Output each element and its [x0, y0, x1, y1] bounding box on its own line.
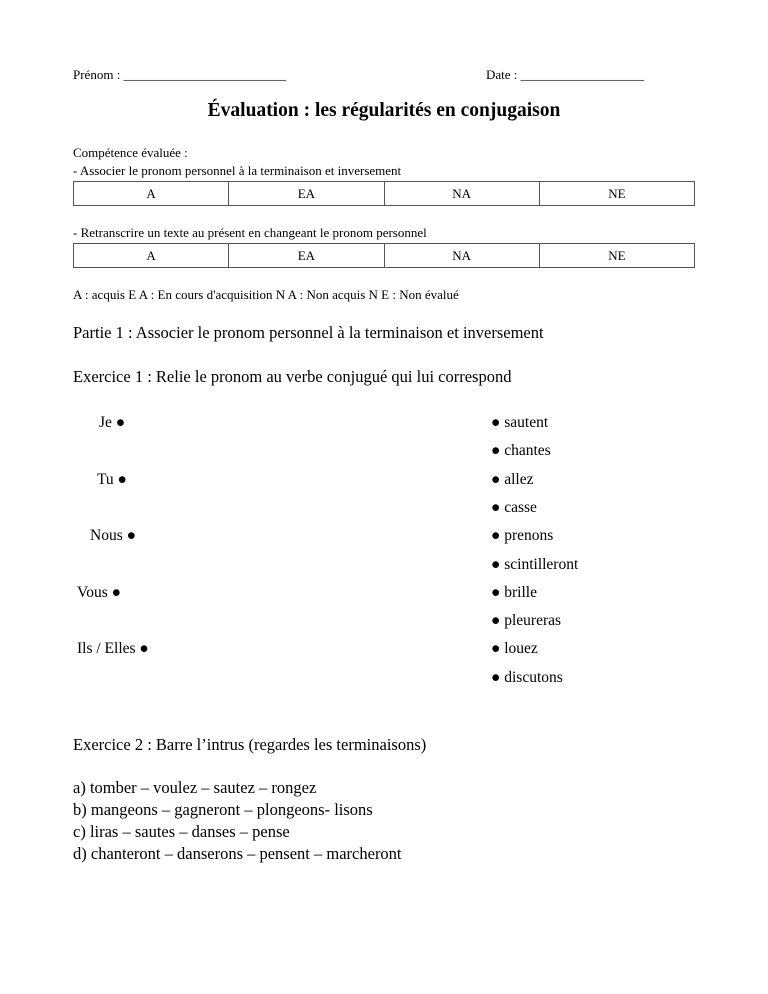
- pronoun-nous[interactable]: Nous ●: [90, 527, 136, 544]
- intrus-item-d[interactable]: d) chanteront – danserons – pensent – marcheront: [73, 844, 402, 863]
- grade-cell-na[interactable]: NA: [384, 182, 539, 206]
- grade-cell-ne[interactable]: NE: [539, 182, 694, 206]
- verb-item[interactable]: ● scintilleront: [491, 556, 579, 573]
- prenom-field[interactable]: Prénom : _________________________: [73, 67, 287, 82]
- verb-item[interactable]: ● allez: [491, 471, 534, 488]
- verb-item[interactable]: ● chantes: [491, 442, 551, 459]
- grade-cell-a[interactable]: A: [74, 182, 229, 206]
- verb-item[interactable]: ● pleureras: [491, 612, 562, 629]
- verb-item[interactable]: ● sautent: [491, 414, 549, 431]
- competence-1-grade-table: [73, 181, 695, 206]
- intrus-item-b[interactable]: b) mangeons – gagneront – plongeons- lisons: [73, 800, 373, 819]
- intrus-item-c[interactable]: c) liras – sautes – danses – pense: [73, 822, 290, 841]
- pronoun-je[interactable]: Je ●: [99, 414, 126, 431]
- grade-cell-a[interactable]: A: [74, 244, 229, 268]
- verb-item[interactable]: ● casse: [491, 499, 537, 516]
- grade-cell-na[interactable]: NA: [384, 244, 539, 268]
- verb-item[interactable]: ● prenons: [491, 527, 554, 544]
- verb-item[interactable]: ● discutons: [491, 669, 563, 686]
- verb-item[interactable]: ● brille: [491, 584, 537, 601]
- verb-item[interactable]: ● louez: [491, 640, 538, 657]
- grade-cell-ea[interactable]: EA: [229, 244, 384, 268]
- competence-1-text: - Associer le pronom personnel à la terminaison et inversement: [73, 163, 402, 178]
- partie-1-heading: Partie 1 : Associer le pronom personnel à la terminaison et inversement: [73, 323, 544, 342]
- competence-2-text: - Retranscrire un texte au présent en changeant le pronom personnel: [73, 225, 427, 240]
- grade-legend: A : acquis E A : En cours d'acquisition N A : Non acquis N E : Non évalué: [73, 287, 459, 302]
- pronoun-vous[interactable]: Vous ●: [77, 584, 121, 601]
- grade-cell-ne[interactable]: NE: [539, 244, 694, 268]
- intrus-item-a[interactable]: a) tomber – voulez – sautez – rongez: [73, 778, 317, 797]
- page-title: Évaluation : les régularités en conjugaison: [207, 100, 561, 121]
- competence-label: Compétence évaluée :: [73, 145, 188, 160]
- exercice-1-heading: Exercice 1 : Relie le pronom au verbe conjugué qui lui correspond: [73, 367, 512, 386]
- grade-cell-ea[interactable]: EA: [229, 182, 384, 206]
- exercice-2-heading: Exercice 2 : Barre l’intrus (regardes les terminaisons): [73, 735, 427, 754]
- pronoun-tu[interactable]: Tu ●: [97, 471, 127, 488]
- competence-2-grade-table: [73, 243, 695, 268]
- date-field[interactable]: Date : ___________________: [486, 67, 645, 82]
- pronoun-ils-elles[interactable]: Ils / Elles ●: [77, 640, 149, 657]
